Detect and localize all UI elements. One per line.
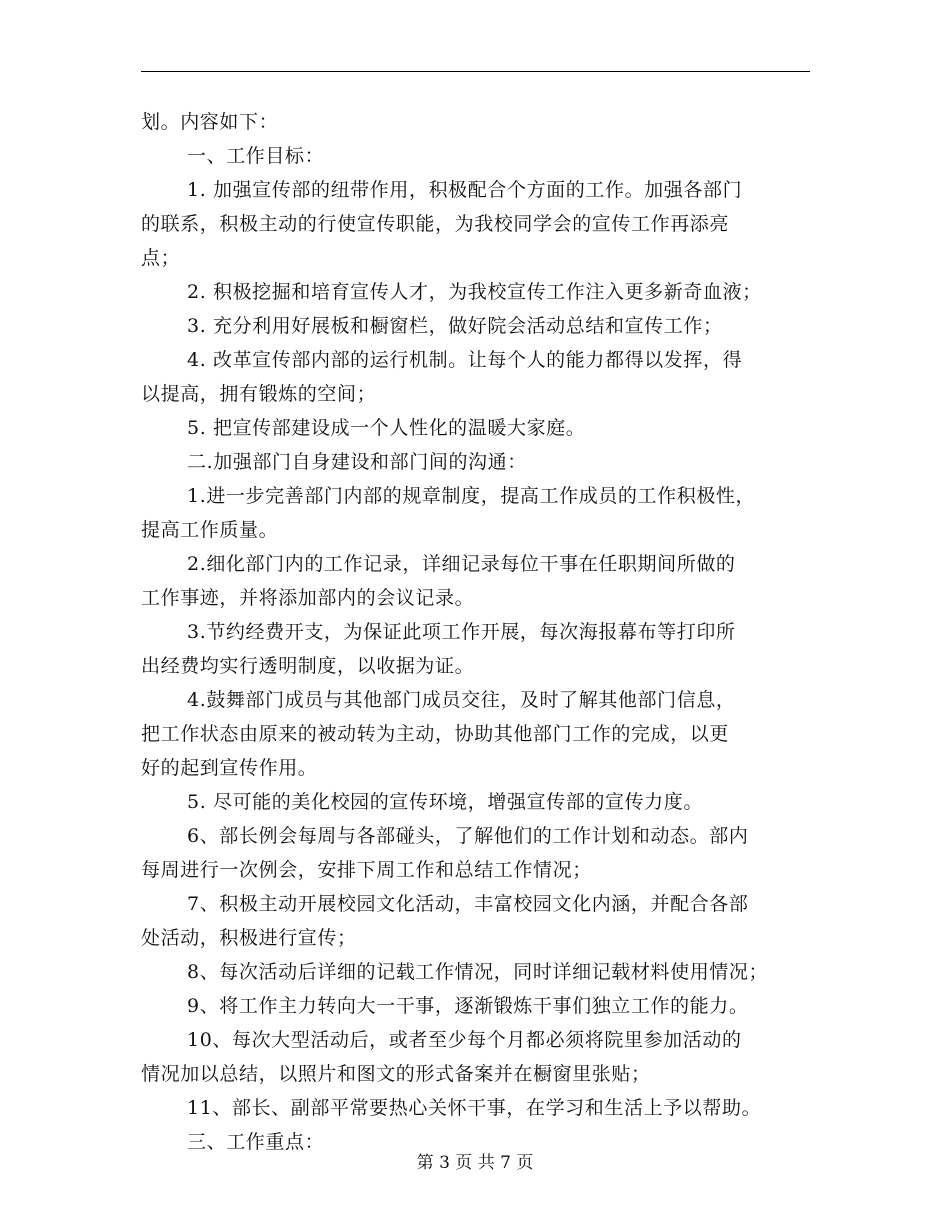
text-line: 好的起到宣传作用。 (141, 757, 318, 779)
text-line: 1. 加强宣传部的纽带作用，积极配合个方面的工作。加强各部门 (187, 179, 743, 201)
text-line: 工作事迹，并将添加部内的会议记录。 (141, 587, 475, 609)
page-footer: 第 3 页 共 7 页 (416, 1153, 534, 1173)
text-line: 10、每次大型活动后，或者至少每个月都必须将院里参加活动的 (187, 1029, 742, 1051)
text-line: 6、部长例会每周与各部碰头，了解他们的工作计划和动态。部内 (187, 825, 749, 847)
text-line: 每周进行一次例会，安排下周工作和总结工作情况； (141, 859, 592, 881)
text-line: 出经费均实行透明制度，以收据为证。 (141, 655, 475, 677)
text-line: 把工作状态由原来的被动转为主动，协助其他部门工作的完成，以更 (141, 723, 730, 745)
text-line: 的联系，积极主动的行使宣传职能，为我校同学会的宣传工作再添亮 (141, 213, 730, 235)
text-line: 1.进一步完善部门内部的规章制度，提高工作成员的工作积极性， (187, 485, 756, 507)
text-line: 3. 充分利用好展板和橱窗栏，做好院会活动总结和宣传工作； (187, 315, 723, 337)
text-line: 划。内容如下： (141, 111, 279, 133)
text-line: 3.节约经费开支，为保证此项工作开展，每次海报幕布等打印所 (187, 621, 736, 643)
section-heading: 二.加强部门自身建设和部门间的沟通： (187, 451, 527, 473)
text-line: 情况加以总结，以照片和图文的形式备案并在橱窗里张贴； (141, 1063, 651, 1085)
section-heading: 一、工作目标： (187, 145, 325, 167)
text-line: 2. 积极挖掘和培育宣传人才，为我校宣传工作注入更多新奇血液； (187, 281, 762, 303)
text-line: 5. 尽可能的美化校园的宣传环境，增强宣传部的宣传力度。 (187, 791, 703, 813)
text-line: 处活动，积极进行宣传； (141, 927, 357, 949)
header-rule (141, 71, 810, 72)
text-line: 4.鼓舞部门成员与其他部门成员交往，及时了解其他部门信息， (187, 689, 736, 711)
text-line: 9、将工作主力转向大一干事，逐渐锻炼干事们独立工作的能力。 (187, 995, 749, 1017)
text-line: 5. 把宣传部建设成一个人性化的温暖大家庭。 (187, 417, 586, 439)
text-line: 点； (141, 247, 181, 269)
text-line: 7、积极主动开展校园文化活动，丰富校园文化内涵，并配合各部 (187, 893, 749, 915)
text-line: 8、每次活动后详细的记载工作情况，同时详细记载材料使用情况； (187, 961, 769, 983)
text-line: 4. 改革宣传部内部的运行机制。让每个人的能力都得以发挥，得 (187, 349, 743, 371)
text-line: 提高工作质量。 (141, 519, 279, 541)
text-line: 以提高，拥有锻炼的空间； (141, 383, 377, 405)
section-heading: 三、工作重点： (187, 1131, 325, 1153)
text-line: 2.细化部门内的工作记录，详细记录每位干事在任职期间所做的 (187, 553, 736, 575)
text-line: 11、部长、副部平常要热心关怀干事，在学习和生活上予以帮助。 (187, 1097, 762, 1119)
